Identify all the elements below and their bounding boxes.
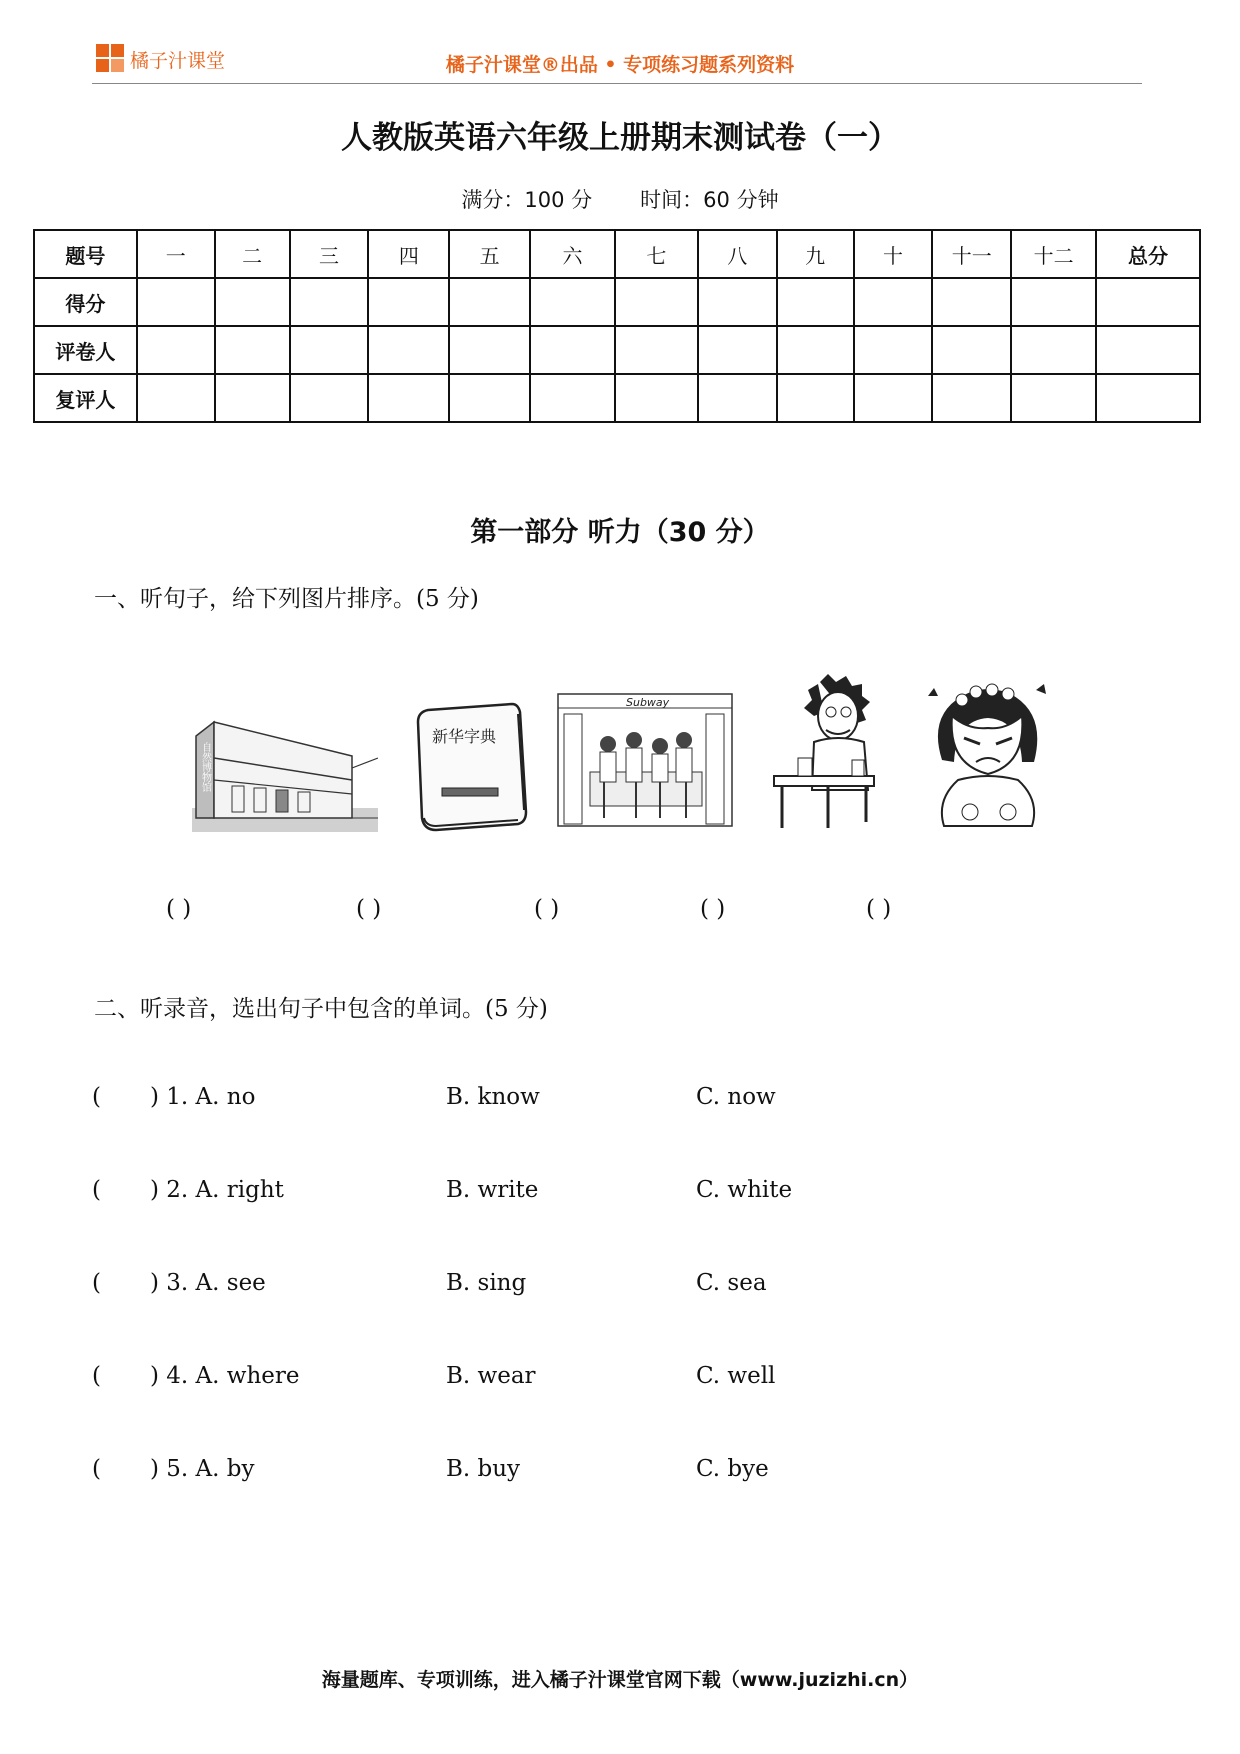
- score-cell[interactable]: [449, 326, 530, 374]
- exam-meta: [0, 184, 1240, 214]
- header-cell: 九: [777, 230, 854, 278]
- dictionary-title-text: 新华字典: [432, 727, 497, 746]
- score-cell[interactable]: [854, 374, 933, 422]
- picture-order-blank[interactable]: ( ): [356, 896, 382, 922]
- header-slogan: 橘子汁课堂®出品 • 专项练习题系列资料: [445, 54, 795, 76]
- header-cell: 十: [854, 230, 933, 278]
- question-1: [92, 1084, 1092, 1118]
- picture-order-blank[interactable]: ( ): [534, 896, 560, 922]
- option-c: C. now: [696, 1084, 776, 1110]
- score-table-header-row: [34, 230, 1200, 278]
- option-a: ) 2. A. right: [150, 1177, 284, 1203]
- answer-blank[interactable]: (: [92, 1084, 101, 1110]
- score-cell[interactable]: [777, 326, 854, 374]
- header-cell: 四: [368, 230, 449, 278]
- answer-blank[interactable]: (: [92, 1456, 101, 1482]
- option-a: ) 3. A. see: [150, 1270, 266, 1296]
- full-score: 满分：100 分: [461, 188, 593, 212]
- question-4: [92, 1363, 1092, 1397]
- question-2: [92, 1177, 1092, 1211]
- score-cell[interactable]: [777, 278, 854, 326]
- option-c: C. bye: [696, 1456, 769, 1482]
- grader-row: [34, 326, 1200, 374]
- header-cell: 十二: [1011, 230, 1096, 278]
- header-cell: 一: [137, 230, 215, 278]
- score-cell[interactable]: [615, 278, 698, 326]
- museum-sign-text: 自然博物馆: [199, 742, 211, 792]
- score-cell[interactable]: [1096, 326, 1200, 374]
- header-cell: 二: [215, 230, 290, 278]
- question-5: [92, 1456, 1092, 1490]
- answer-blank[interactable]: (: [92, 1270, 101, 1296]
- score-table: [33, 229, 1201, 423]
- section-1-title: 一、听句子，给下列图片排序。(5 分): [94, 586, 479, 612]
- score-cell[interactable]: [854, 326, 933, 374]
- score-cell[interactable]: [698, 278, 777, 326]
- score-cell[interactable]: [932, 278, 1011, 326]
- score-cell[interactable]: [932, 374, 1011, 422]
- option-a: ) 1. A. no: [150, 1084, 256, 1110]
- option-c: C. white: [696, 1177, 793, 1203]
- score-cell[interactable]: [137, 326, 215, 374]
- picture-order-blank[interactable]: ( ): [700, 896, 726, 922]
- row-label: 评卷人: [34, 326, 137, 374]
- score-cell[interactable]: [777, 374, 854, 422]
- score-cell[interactable]: [1011, 374, 1096, 422]
- score-cell[interactable]: [290, 374, 369, 422]
- score-cell[interactable]: [932, 326, 1011, 374]
- score-cell[interactable]: [137, 374, 215, 422]
- option-b: B. buy: [446, 1456, 521, 1482]
- page-footer: 海量题库、专项训练，进入橘子汁课堂官网下载（www.juzizhi.cn）: [321, 1669, 919, 1691]
- option-c: C. sea: [696, 1270, 767, 1296]
- score-cell[interactable]: [449, 278, 530, 326]
- row-label: 复评人: [34, 374, 137, 422]
- brand-name: 橘子汁课堂: [130, 50, 226, 72]
- score-cell[interactable]: [1096, 278, 1200, 326]
- option-b: B. write: [446, 1177, 539, 1203]
- angry-girl-picture: [922, 676, 1052, 834]
- option-c: C. well: [696, 1363, 776, 1389]
- score-cell[interactable]: [215, 326, 290, 374]
- picture-order-blank[interactable]: ( ): [166, 896, 192, 922]
- score-cell[interactable]: [530, 326, 615, 374]
- option-b: B. wear: [446, 1363, 536, 1389]
- option-b: B. know: [446, 1084, 540, 1110]
- question-3: [92, 1270, 1092, 1304]
- score-cell[interactable]: [615, 326, 698, 374]
- score-cell[interactable]: [368, 374, 449, 422]
- score-cell[interactable]: [1011, 326, 1096, 374]
- header-cell: 七: [615, 230, 698, 278]
- score-cell[interactable]: [1011, 278, 1096, 326]
- header-cell: 六: [530, 230, 615, 278]
- header-cell: 五: [449, 230, 530, 278]
- option-a: ) 5. A. by: [150, 1456, 255, 1482]
- score-cell[interactable]: [854, 278, 933, 326]
- score-cell[interactable]: [698, 326, 777, 374]
- header-cell: 题号: [34, 230, 137, 278]
- subway-picture: [556, 692, 734, 828]
- answer-blank[interactable]: (: [92, 1177, 101, 1203]
- score-cell[interactable]: [290, 278, 369, 326]
- score-cell[interactable]: [215, 374, 290, 422]
- score-cell[interactable]: [368, 278, 449, 326]
- subway-sign-text: Subway: [626, 696, 670, 709]
- header-cell: 十一: [932, 230, 1011, 278]
- header-divider: [92, 83, 1142, 84]
- page-title: 人教版英语六年级上册期末测试卷（一）: [341, 120, 899, 156]
- score-cell[interactable]: [215, 278, 290, 326]
- score-cell[interactable]: [137, 278, 215, 326]
- header-cell: 八: [698, 230, 777, 278]
- header-cell: 总分: [1096, 230, 1200, 278]
- museum-building-picture: [192, 708, 378, 832]
- score-cell[interactable]: [530, 374, 615, 422]
- score-cell[interactable]: [615, 374, 698, 422]
- score-cell[interactable]: [290, 326, 369, 374]
- score-cell[interactable]: [530, 278, 615, 326]
- section-2-title: 二、听录音，选出句子中包含的单词。(5 分): [94, 996, 548, 1022]
- option-a: ) 4. A. where: [150, 1363, 300, 1389]
- scientist-picture: [768, 672, 894, 832]
- answer-blank[interactable]: (: [92, 1363, 101, 1389]
- option-b: B. sing: [446, 1270, 527, 1296]
- exam-time: 时间：60 分钟: [640, 188, 779, 212]
- part-title: 第一部分 听力（30 分）: [470, 517, 770, 548]
- row-label: 得分: [34, 278, 137, 326]
- reviewer-row: [34, 374, 1200, 422]
- header-cell: 三: [290, 230, 369, 278]
- score-cell[interactable]: [449, 374, 530, 422]
- score-cell[interactable]: [698, 374, 777, 422]
- score-cell[interactable]: [1096, 374, 1200, 422]
- score-cell[interactable]: [368, 326, 449, 374]
- picture-order-blank[interactable]: ( ): [866, 896, 892, 922]
- score-row: [34, 278, 1200, 326]
- dictionary-picture: [414, 700, 532, 835]
